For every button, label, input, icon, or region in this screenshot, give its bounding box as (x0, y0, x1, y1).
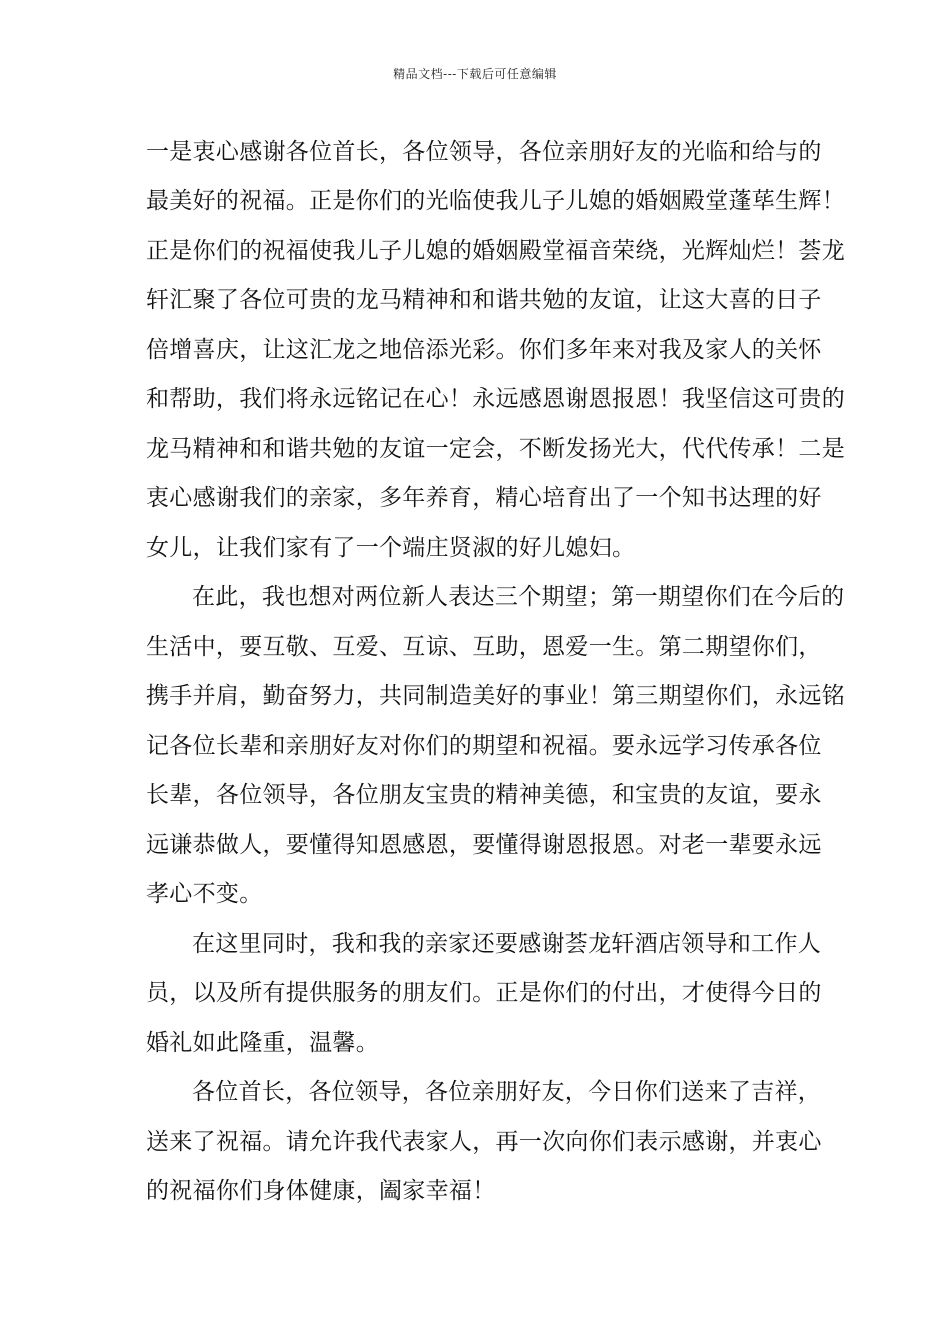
paragraph-3-line-3: 婚礼如此隆重，温馨。 (146, 1030, 379, 1056)
paragraph-2-line-2: 生活中，要互敬、互爱、互谅、互助，恩爱一生。第二期望你们， (146, 634, 822, 660)
paragraph-1-line-8: 衷心感谢我们的亲家，多年养育，精心培育出了一个知书达理的好 (146, 485, 822, 511)
paragraph-1-line-5: 倍增喜庆，让这汇龙之地倍添光彩。你们多年来对我及家人的关怀 (146, 337, 822, 363)
paragraph-1-line-7: 龙马精神和和谐共勉的友谊一定会，不断发扬光大，代代传承！二是 (146, 436, 845, 462)
paragraph-2-line-6: 远谦恭做人，要懂得知恩感恩，要懂得谢恩报恩。对老一辈要永远 (146, 832, 822, 858)
paragraph-4-line-3: 的祝福你们身体健康，阖家幸福！ (146, 1178, 496, 1204)
paragraph-2-line-4: 记各位长辈和亲朋好友对你们的期望和祝福。要永远学习传承各位 (146, 733, 822, 759)
paragraph-2-line-1: 在此，我也想对两位新人表达三个期望；第一期望你们在今后的 (192, 584, 845, 610)
paragraph-1-line-1: 一是衷心感谢各位首长，各位领导，各位亲朋好友的光临和给与的 (146, 139, 822, 165)
paragraph-1-line-6: 和帮助，我们将永远铭记在心！永远感恩谢恩报恩！我坚信这可贵的 (146, 386, 845, 412)
paragraph-1-line-4: 轩汇聚了各位可贵的龙马精神和和谐共勉的友谊，让这大喜的日子 (146, 287, 822, 313)
paragraph-2-line-7: 孝心不变。 (146, 881, 263, 907)
paragraph-3-line-1: 在这里同时，我和我的亲家还要感谢荟龙轩酒店领导和工作人 (192, 931, 822, 957)
paragraph-1-line-3: 正是你们的祝福使我儿子儿媳的婚姻殿堂福音荣绕，光辉灿烂！荟龙 (146, 238, 845, 264)
page-header: 精品文档---下载后可任意编辑 (393, 67, 557, 81)
paragraph-4-line-2: 送来了祝福。请允许我代表家人，再一次向你们表示感谢，并衷心 (146, 1129, 822, 1155)
paragraph-1-line-2: 最美好的祝福。正是你们的光临使我儿子儿媳的婚姻殿堂蓬荜生辉！ (146, 188, 845, 214)
paragraph-1-line-9: 女儿，让我们家有了一个端庄贤淑的好儿媳妇。 (146, 535, 636, 561)
paragraph-3-line-2: 员，以及所有提供服务的朋友们。正是你们的付出，才使得今日的 (146, 980, 822, 1006)
paragraph-2-line-3: 携手并肩，勤奋努力，共同制造美好的事业！第三期望你们，永远铭 (146, 683, 845, 709)
paragraph-4-line-1: 各位首长，各位领导，各位亲朋好友，今日你们送来了吉祥， (192, 1079, 822, 1105)
paragraph-2-line-5: 长辈，各位领导，各位朋友宝贵的精神美德，和宝贵的友谊，要永 (146, 782, 822, 808)
